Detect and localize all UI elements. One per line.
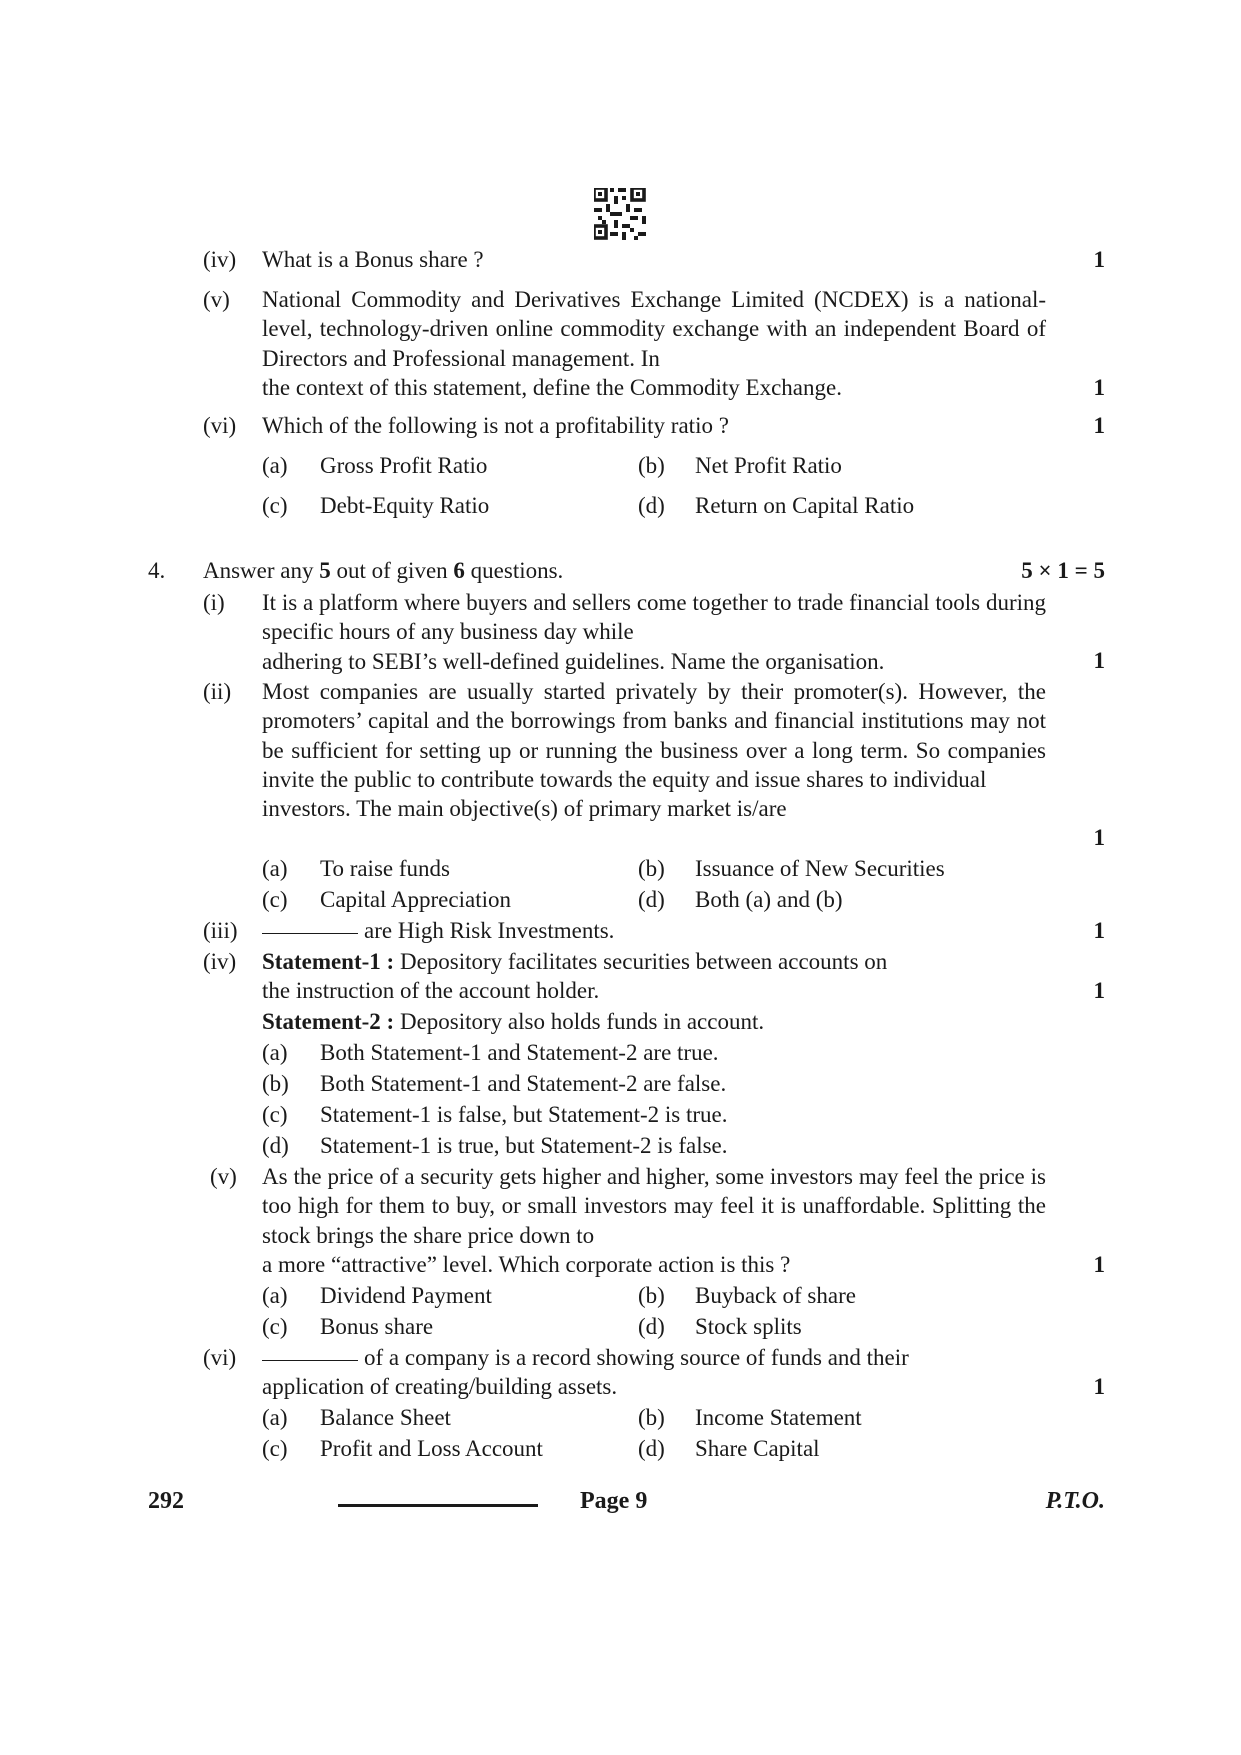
option-text: Debt-Equity Ratio — [320, 493, 490, 518]
option-label: (d) — [638, 493, 665, 518]
q3-v-text — [262, 285, 1046, 402]
option-label: (d) — [638, 887, 665, 912]
option-label: (b) — [638, 1405, 665, 1430]
q3-iv-number: (iv) — [203, 247, 237, 272]
q4-vi-number: (vi) — [203, 1345, 237, 1370]
q4-vi-text: of a company is a record showing source of funds and their application of creating/building assets. — [262, 1343, 1046, 1402]
q4-ii-number: (ii) — [203, 679, 232, 704]
option-label: (c) — [262, 1102, 288, 1127]
answer-blank — [262, 933, 358, 934]
q4-v-number: (v) — [210, 1164, 237, 1189]
q3-v-body: National Commodity and Derivatives Exchange Limited (NCDEX) is a national-level, technology-driven online commodity exchange with an independent Board of Directors and Professional management. In — [262, 287, 1046, 371]
q4-ii-text — [262, 677, 1046, 823]
q4-iii-number: (iii) — [203, 918, 238, 943]
option-text: Stock splits — [695, 1314, 802, 1339]
q4-iii-marks: 1 — [1093, 918, 1105, 943]
q4-v-body: As the price of a security gets higher and higher, some investors may feel the price is too high for them to buy, or small investors may feel it is unaffordable. Splitting the stock brings the share price down to — [262, 1164, 1046, 1248]
option-label: (b) — [262, 1071, 289, 1096]
option-text: Buyback of share — [695, 1283, 856, 1308]
option-text: Dividend Payment — [320, 1283, 492, 1308]
option-text: Bonus share — [320, 1314, 434, 1339]
q4-ii-body: Most companies are usually started privately by their promoter(s). However, the promoters’ capital and the borrowings from banks and financial institutions may not be sufficient for setting up or running the business over a long term. So companies invite the public to contribute towards the equity and issue shares to individual — [262, 679, 1046, 792]
q4-vi-last-line: application of creating/building assets. — [262, 1374, 618, 1400]
page-number: Page 9 — [580, 1488, 648, 1514]
q4-i-marks: 1 — [1093, 648, 1105, 673]
option-label: (d) — [262, 1133, 289, 1158]
q3-v-last-line: the context of this statement, define the Commodity Exchange. — [262, 374, 842, 400]
q4-iv-statement-1: Statement-1 : Depository facilitates securities between accounts on the instruction of the account holder. — [262, 947, 1046, 1006]
q4-i-last-line: adhering to SEBI’s well-defined guidelines. Name the organisation. — [262, 648, 885, 674]
qr-code-icon — [594, 188, 646, 240]
q3-vi-number: (vi) — [203, 413, 237, 438]
q4-instruction: Answer any 5 out of given 6 questions. — [203, 558, 564, 583]
statement-1-last-line: the instruction of the account holder. — [262, 978, 600, 1004]
option-text: To raise funds — [320, 856, 450, 881]
q4-v-text — [262, 1162, 1046, 1279]
option-label: (c) — [262, 493, 288, 518]
option-label: (c) — [262, 1436, 288, 1461]
q4-v-marks: 1 — [1093, 1252, 1105, 1277]
q4-i-text — [262, 588, 1046, 676]
option-text: Both Statement-1 and Statement-2 are false. — [320, 1071, 727, 1096]
option-label: (c) — [262, 887, 288, 912]
option-text: Statement-1 is true, but Statement-2 is false. — [320, 1133, 728, 1158]
option-label: (b) — [638, 856, 665, 881]
q3-iv-marks: 1 — [1093, 247, 1105, 272]
q4-number: 4. — [148, 558, 166, 583]
option-label: (a) — [262, 1405, 288, 1430]
q3-vi-marks: 1 — [1093, 413, 1105, 438]
option-text: Statement-1 is false, but Statement-2 is true. — [320, 1102, 728, 1127]
option-text: Income Statement — [695, 1405, 862, 1430]
option-text: Net Profit Ratio — [695, 453, 842, 478]
option-text: Issuance of New Securities — [695, 856, 945, 881]
option-label: (a) — [262, 453, 288, 478]
q4-iv-statement-2: Statement-2 : Depository also holds funds in account. — [262, 1009, 765, 1034]
option-text: Balance Sheet — [320, 1405, 451, 1430]
q4-iv-number: (iv) — [203, 949, 237, 974]
option-text: Both (a) and (b) — [695, 887, 843, 912]
q4-i-body: It is a platform where buyers and sellers come together to trade financial tools during specific hours of any business day while — [262, 590, 1046, 645]
q3-vi-text: Which of the following is not a profitability ratio ? — [262, 413, 729, 438]
option-text: Profit and Loss Account — [320, 1436, 543, 1461]
statement-2-label: Statement-2 : — [262, 1009, 395, 1034]
footer-divider — [338, 1504, 538, 1507]
q3-v-number: (v) — [203, 287, 230, 312]
q4-i-number: (i) — [203, 590, 225, 615]
q4-iv-marks: 1 — [1093, 978, 1105, 1003]
option-label: (a) — [262, 1283, 288, 1308]
option-text: Capital Appreciation — [320, 887, 511, 912]
answer-blank — [262, 1360, 358, 1361]
option-text: Return on Capital Ratio — [695, 493, 915, 518]
option-text: Both Statement-1 and Statement-2 are true. — [320, 1040, 719, 1065]
q3-v-marks: 1 — [1093, 375, 1105, 400]
option-label: (d) — [638, 1436, 665, 1461]
q3-iv-text: What is a Bonus share ? — [262, 247, 484, 272]
pto-label: P.T.O. — [1045, 1488, 1105, 1514]
option-label: (b) — [638, 453, 665, 478]
option-label: (b) — [638, 1283, 665, 1308]
q4-vi-marks: 1 — [1093, 1374, 1105, 1399]
option-label: (c) — [262, 1314, 288, 1339]
statement-1-label: Statement-1 : — [262, 949, 395, 974]
option-label: (a) — [262, 1040, 288, 1065]
q4-v-last-line: a more “attractive” level. Which corporate action is this ? — [262, 1251, 791, 1277]
option-text: Gross Profit Ratio — [320, 453, 488, 478]
option-label: (a) — [262, 856, 288, 881]
option-label: (d) — [638, 1314, 665, 1339]
q4-iii-text: are High Risk Investments. — [262, 916, 614, 945]
paper-code: 292 — [148, 1488, 184, 1514]
q4-ii-last-line: investors. The main objective(s) of primary market is/are — [262, 796, 787, 822]
option-text: Share Capital — [695, 1436, 820, 1461]
q4-total-marks: 5 × 1 = 5 — [1021, 558, 1105, 583]
q4-ii-marks: 1 — [1093, 825, 1105, 850]
